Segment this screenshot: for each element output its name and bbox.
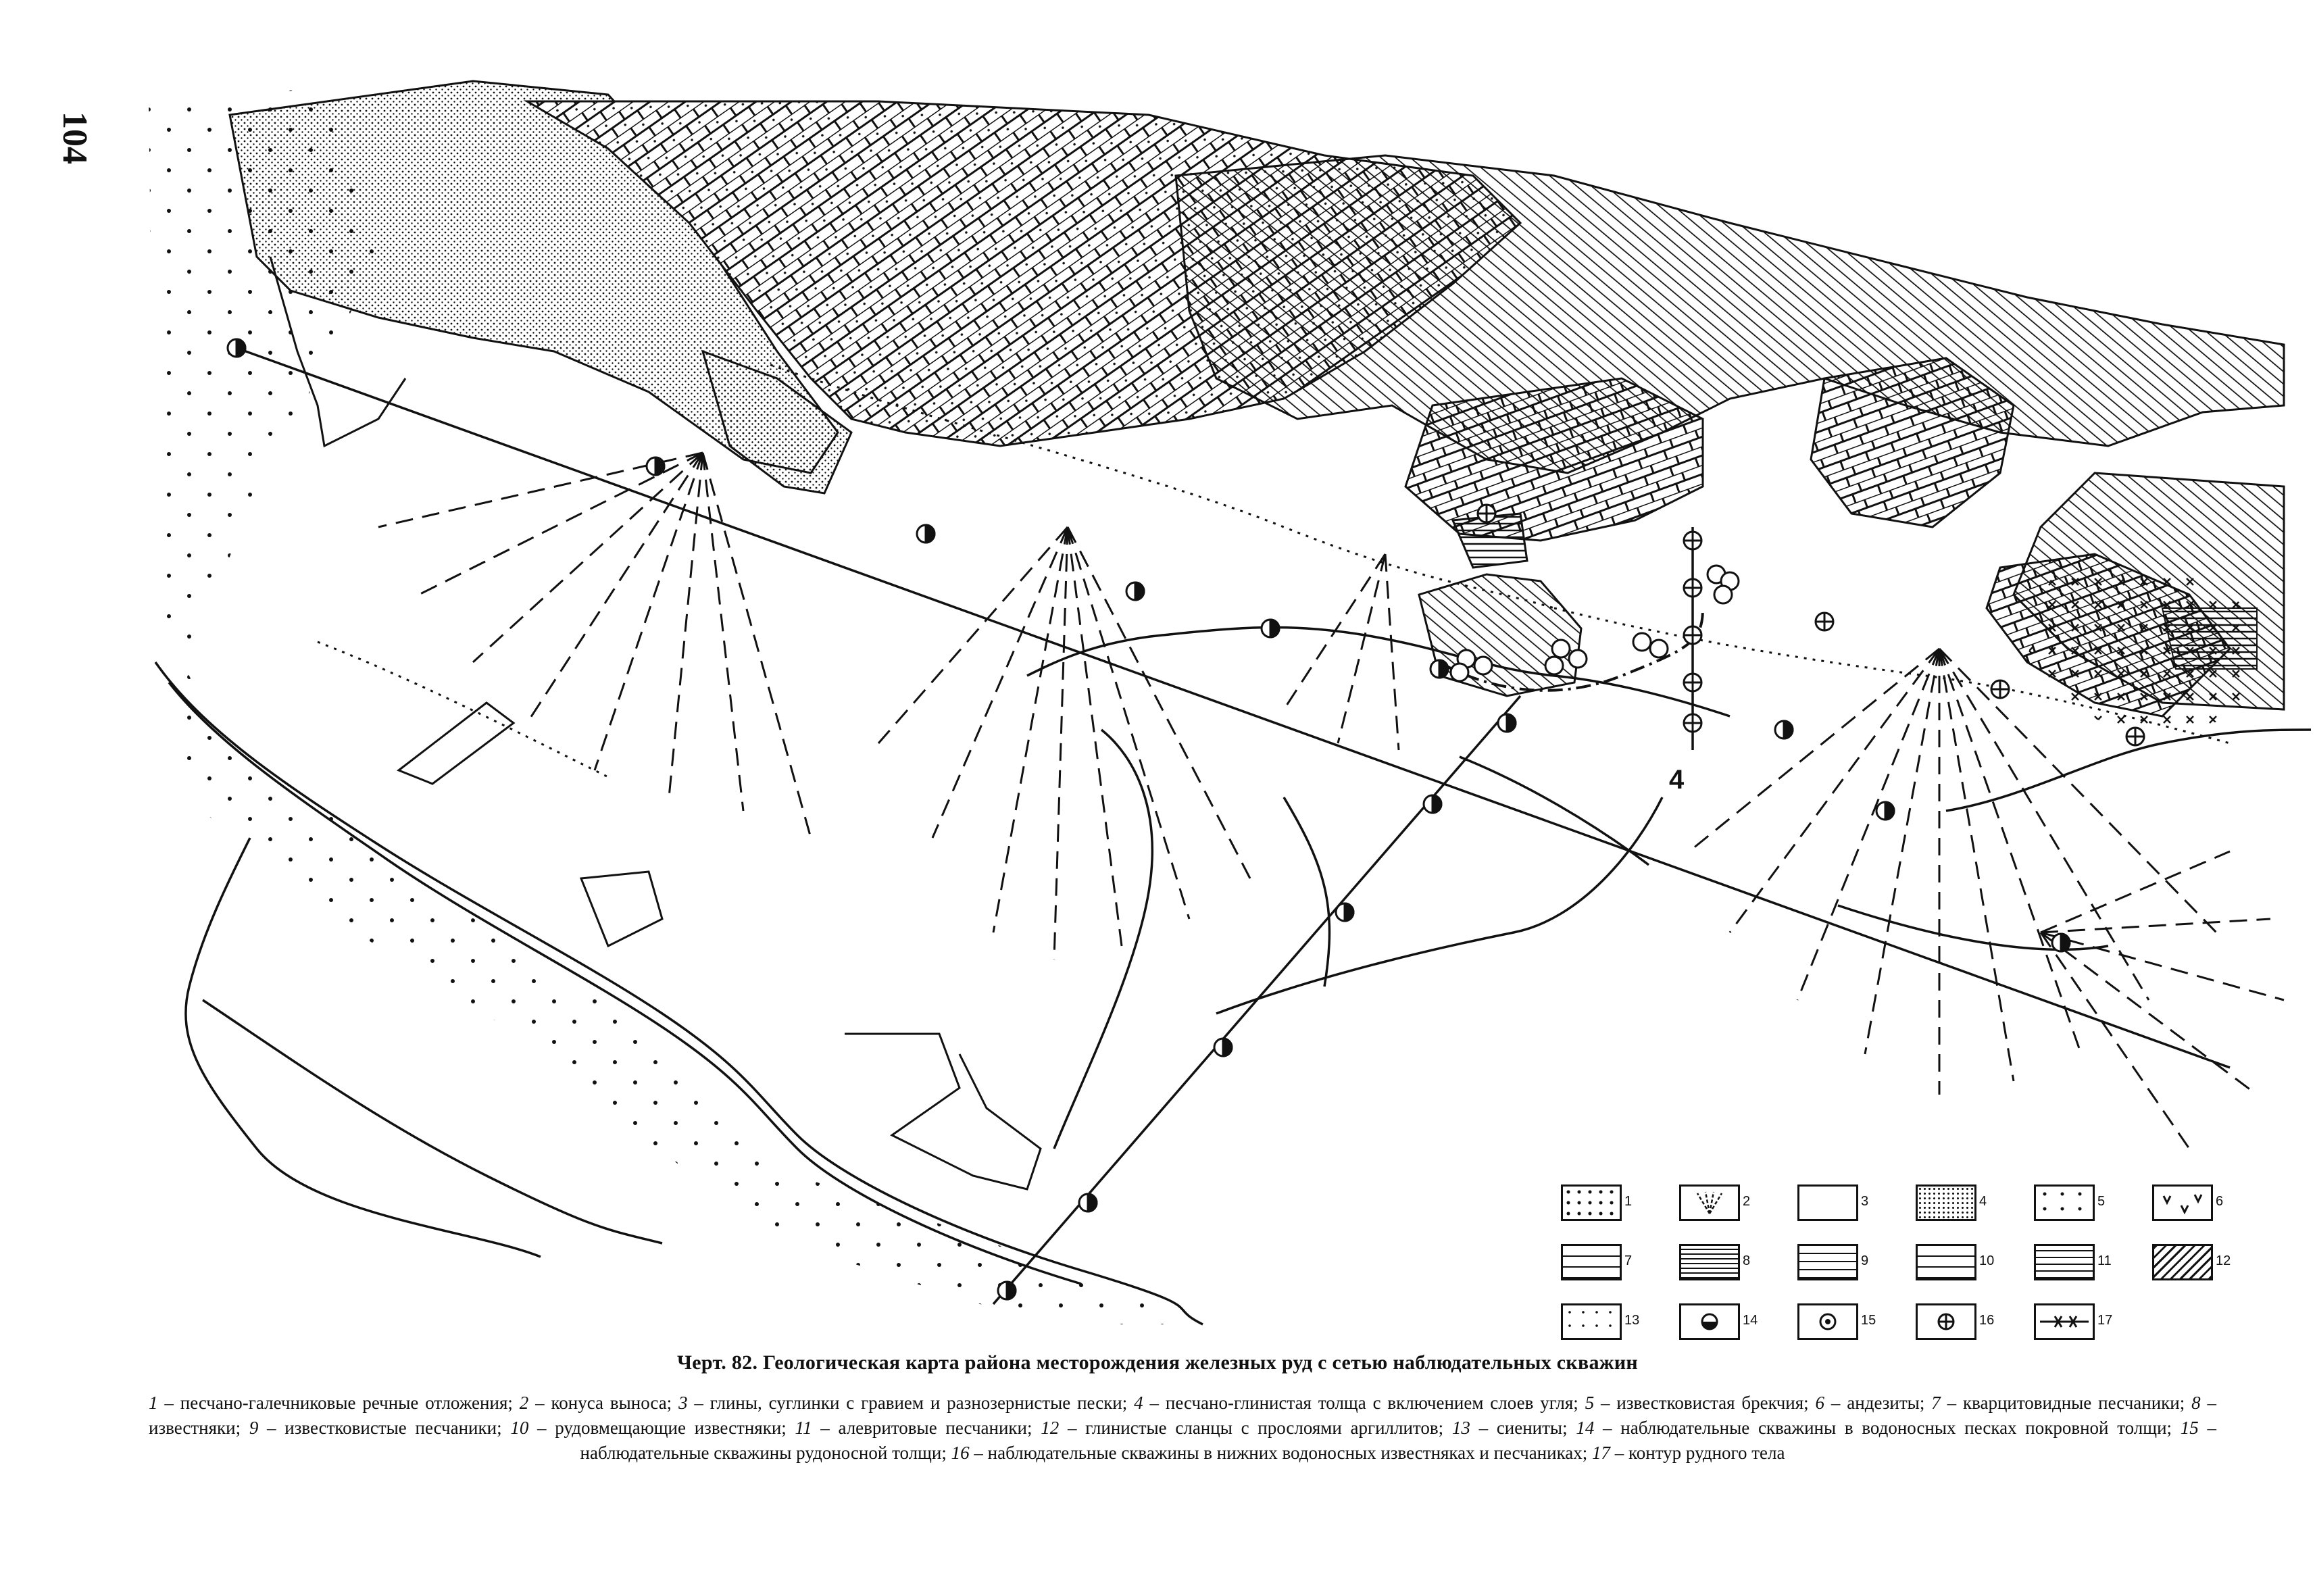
ore-host-limestone: [1405, 378, 1703, 541]
legend-number: 12: [2216, 1253, 2231, 1268]
legend-number: 6: [2216, 1194, 2224, 1209]
map-legend: [1561, 1179, 2264, 1358]
legend-item: [1561, 1179, 1672, 1226]
caption-legend-text: – рудовмещающие известняки;: [528, 1418, 795, 1438]
well-marker: [228, 339, 245, 357]
legend-number: 16: [1979, 1313, 1995, 1328]
legend-number: 8: [1743, 1253, 1751, 1268]
caption-legend-text: – кварцитовидные песчаники;: [1940, 1393, 2192, 1413]
legend-swatch: [1916, 1244, 1976, 1280]
legend-item: [1916, 1298, 2027, 1345]
legend-item: [1679, 1298, 1791, 1345]
legend-swatch: [1916, 1184, 1976, 1221]
legend-item: [1797, 1239, 1909, 1286]
legend-number: 14: [1743, 1313, 1758, 1328]
caption-legend-text: – наблюдательные скважины рудоносной толщи;: [580, 1418, 2216, 1463]
legend-number: 10: [1979, 1253, 1995, 1268]
legend-item: [2152, 1239, 2264, 1286]
caption-legend-number: 12: [1041, 1418, 1060, 1438]
figure-caption-text: [149, 1391, 2216, 1466]
legend-number: 9: [1861, 1253, 1869, 1268]
well-marker: [1775, 721, 1793, 739]
legend-swatch: [2152, 1184, 2213, 1221]
legend-item: [1561, 1298, 1672, 1345]
caption-legend-text: – сиениты;: [1470, 1418, 1576, 1438]
legend-item: [2034, 1179, 2145, 1226]
legend-item: [1679, 1179, 1791, 1226]
legend-number: 17: [2097, 1313, 2113, 1328]
well-marker: [1126, 582, 1144, 600]
siltstone-zone: [1811, 358, 2014, 527]
caption-legend-number: 5: [1585, 1393, 1595, 1413]
legend-swatch: [2034, 1184, 2095, 1221]
legend-item: [1679, 1239, 1791, 1286]
legend-number: 15: [1861, 1313, 1876, 1328]
well-marker: [1498, 714, 1516, 732]
syenite-zone: [2027, 568, 2250, 737]
legend-swatch: [1797, 1184, 1858, 1221]
caption-legend-number: 9: [249, 1418, 259, 1438]
legend-item: [1797, 1179, 1909, 1226]
caption-legend-number: 14: [1576, 1418, 1595, 1438]
legend-swatch: [1797, 1244, 1858, 1280]
page-number: 104: [55, 111, 94, 164]
profile-label: 4: [1669, 765, 1685, 795]
well-marker: [1424, 795, 1441, 813]
caption-legend-number: 8: [2191, 1393, 2201, 1413]
caption-legend-number: 13: [1451, 1418, 1470, 1438]
legend-item: [1797, 1298, 1909, 1345]
well-marker: [1430, 660, 1448, 678]
legend-number: 4: [1979, 1194, 1987, 1209]
legend-swatch: [1679, 1244, 1740, 1280]
legend-swatch: [1679, 1303, 1740, 1340]
caption-legend-text: – известковистые песчаники;: [258, 1418, 511, 1438]
caption-legend-number: 11: [795, 1418, 812, 1438]
well-marker: [1336, 903, 1353, 921]
figure-caption-title: Черт. 82. Геологическая карта района месторождения железных руд с сетью наблюдательных скважин: [676, 1351, 1639, 1374]
caption-legend-text: – песчано-глинистая толща с включением слоев угля;: [1143, 1393, 1585, 1413]
caption-legend-text: – конуса выноса;: [528, 1393, 679, 1413]
well-marker: [1214, 1039, 1232, 1056]
legend-number: 2: [1743, 1194, 1751, 1209]
well-marker: [647, 457, 664, 475]
legend-swatch: [1561, 1184, 1622, 1221]
legend-number: 3: [1861, 1194, 1869, 1209]
legend-item: [1916, 1179, 2027, 1226]
caption-legend-text: – песчано-галечниковые речные отложения;: [157, 1393, 520, 1413]
legend-number: 5: [2097, 1194, 2106, 1209]
caption-legend-number: 17: [1592, 1443, 1611, 1463]
legend-number: 13: [1624, 1313, 1640, 1328]
well-marker: [1079, 1194, 1097, 1212]
legend-number: 7: [1624, 1253, 1633, 1268]
caption-legend-text: – известняки;: [149, 1393, 2216, 1438]
caption-legend-number: 2: [519, 1393, 529, 1413]
caption-legend-number: 3: [678, 1393, 688, 1413]
caption-legend-number: 4: [1134, 1393, 1143, 1413]
fan-rays: [378, 453, 2284, 1149]
well-marker: [1876, 802, 1894, 820]
legend-item: [1916, 1239, 2027, 1286]
legend-item: [1561, 1239, 1672, 1286]
legend-item: [2152, 1179, 2264, 1226]
caption-legend-text: – глинистые сланцы с прослоями аргиллитов;: [1059, 1418, 1452, 1438]
caption-legend-number: 6: [1815, 1393, 1825, 1413]
legend-swatch: [1561, 1244, 1622, 1280]
caption-legend-number: 1: [149, 1393, 158, 1413]
legend-number: 11: [2097, 1253, 2112, 1268]
legend-swatch: [1561, 1303, 1622, 1340]
legend-swatch: [2034, 1303, 2095, 1340]
legend-swatch: [2034, 1244, 2095, 1280]
legend-number: 1: [1624, 1194, 1633, 1209]
legend-item: [2034, 1298, 2145, 1345]
legend-swatch: [1916, 1303, 1976, 1340]
caption-legend-number: 16: [951, 1443, 970, 1463]
caption-legend-number: 10: [510, 1418, 529, 1438]
caption-legend-number: 7: [1931, 1393, 1941, 1413]
caption-legend-text: – алевритовые песчаники;: [812, 1418, 1041, 1438]
well-marker: [998, 1282, 1016, 1299]
caption-legend-text: – известковистая брекчия;: [1594, 1393, 1816, 1413]
caption-legend-text: – глины, суглинки с гравием и разнозернистые пески;: [687, 1393, 1135, 1413]
legend-swatch: [1679, 1184, 1740, 1221]
well-marker: [2052, 934, 2070, 951]
caption-legend-text: – контур рудного тела: [1610, 1443, 1785, 1463]
well-marker: [917, 525, 935, 543]
legend-item: [2034, 1239, 2145, 1286]
shale-zone: [1176, 155, 2284, 473]
legend-swatch: [1797, 1303, 1858, 1340]
caption-legend-text: – наблюдательные скважины в нижних водоносных известняках и песчаниках;: [969, 1443, 1593, 1463]
caption-legend-number: 15: [2180, 1418, 2199, 1438]
legend-swatch: [2152, 1244, 2213, 1280]
well-marker: [1262, 620, 1279, 637]
caption-legend-text: – наблюдательные скважины в водоносных песках покровной толщи;: [1594, 1418, 2181, 1438]
caption-legend-text: – андезиты;: [1824, 1393, 1932, 1413]
